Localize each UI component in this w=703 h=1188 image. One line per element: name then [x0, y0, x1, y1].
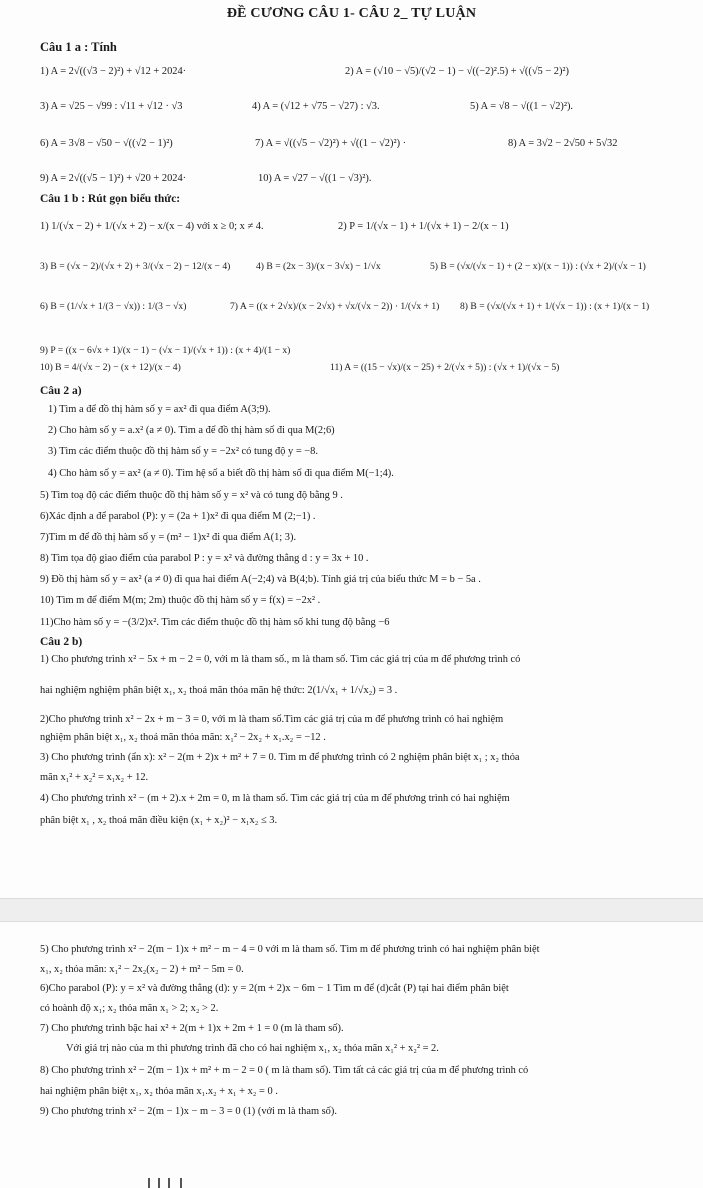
- exercise-item: 11) A = ((15 − √x)/(x − 25) + 2/(√x + 5)) : (√x + 1)/(√x − 5): [330, 362, 560, 373]
- exercise-item: 1) 1/(√x − 2) + 1/(√x + 2) − x/(x − 4) với x ≥ 0; x ≠ 4.: [40, 221, 264, 232]
- cut-off-content-marks: [140, 1178, 220, 1188]
- exercise-item: 9) P = ((x − 6√x + 1)/(x − 1) − (√x − 1)/(√x + 1)) : (x + 4)/(1 − x): [40, 345, 291, 356]
- exercise-item: 8) B = (√x/(√x + 1) + 1/(√x − 1)) : (x + 1)/(x − 1): [460, 301, 650, 312]
- exercise-item: 7) A = √((√5 − √2)²) + √((1 − √2)²) ·: [255, 138, 407, 149]
- exercise-item: 6) A = 3√8 − √50 − √((√2 − 1)²): [40, 138, 173, 149]
- exercise-item: 9) A = 2√((√5 − 1)²) + √20 + 2024·: [40, 173, 187, 184]
- exercise-item: 5) B = (√x/(√x − 1) + (2 − x)/(x − 1)) : (√x + 2)/(√x − 1): [430, 261, 646, 272]
- exercise-item: 2) A = (√10 − √5)/(√2 − 1) − √((−2)².5) + √((√5 − 2)²): [345, 66, 570, 77]
- page-break-divider: [0, 898, 703, 922]
- exercise-item: 7) A = ((x + 2√x)/(x − 2√x) + √x/(√x − 2)) · 1/(√x + 1): [230, 301, 440, 312]
- exercise-item: 3) A = √25 − √99 : √11 + √12 · √3: [40, 101, 183, 112]
- exercise-item: 1) A = 2√((√3 − 2)²) + √12 + 2024·: [40, 66, 187, 77]
- exercise-item: 10) B = 4/(√x − 2) − (x + 12)/(x − 4): [40, 362, 181, 373]
- exercise-item: 3) B = (√x − 2)/(√x + 2) + 3/(√x − 2) − 12/(x − 4): [40, 261, 231, 272]
- page-title: ĐỀ CƯƠNG CÂU 1- CÂU 2_ TỰ LUẬN: [226, 6, 477, 21]
- exercise-item: 10) A = √27 − √((1 − √3)²).: [258, 173, 372, 184]
- exercise-item: 5) A = √8 − √((1 − √2)²).: [470, 101, 574, 112]
- worksheet-page: ĐỀ CƯƠNG CÂU 1- CÂU 2_ TỰ LUẬN Câu 1 a : Tính 1) A = 2√((√3 − 2)²) + √12 + 2024· 2) A = (√10 − √5)/(√2 − 1) − √((−2)².5) + √((√5 − 2)²) 3) A = √25 − √99 : √11 + √12 · √3 4) A = (√12 + √75 − √27) : √3. 5) A = √8 − √((1 − √2)²). 6) A = 3√8 − √50 − √((√2 − 1)²) 7) A = √((√5 − √2)²) + √((1 − √2)²) · 8) A = 3√2 − 2√50 + 5√32 9) A = 2√((√5 − 1)²) + √20 + 2024· 10) A = √27 − √((1 − √3)²). Câu 1 b : Rút gọn biểu thức: 1) 1/(√x − 2) + 1/(√x + 2) − x/(x − 4) với x ≥ 0; x ≠ 4. 2) P = 1/(√x − 1) + 1/(√x + 1) − 2/(x − 1) 3) B = (√x − 2)/(√x + 2) + 3/(√x − 2) − 12/(x − 4) 4) B = (2x − 3)/(x − 3√x) − 1/√x 5) B = (√x/(√x − 1) + (2 − x)/(x − 1)) : (√x + 2)/(√x − 1) 6) B = (1/√x + 1/(3 − √x)) : 1/(3 − √x) 7) A = ((x + 2√x)/(x − 2√x) + √x/(√x − 2)) · 1/(√x + 1) 8) B = (√x/(√x + 1) + 1/(√x − 1)) : (x + 1)/(x − 1) 9) P = ((x − 6√x + 1)/(x − 1) − (√x − 1)/(√x + 1)) : (x + 4)/(1 − x) 10) B = 4/(√x − 2) − (x + 12)/(x − 4) 11) A = ((15 − √x)/(x − 25) + 2/(√x + 5)) : (√x + 1)/(√x − 5) Câu 2 a) 1) Tìm a để đồ thị hàm số y = ax² đi qua điểm A(3;9). 2) Cho hàm số y = a.x² (a ≠ 0). Tìm a để đồ thị hàm số đi qua M(2;6) 3) Tìm các điểm thuộc đồ thị hàm số y = −2x² có tung độ y = −8. 4) Cho hàm số y = ax² (a ≠ 0). Tìm hệ số a biết đồ thị hàm số đi qua điểm M(−1;4). 5) Tìm toạ độ các điểm thuộc đồ thị hàm số y = x² và có tung độ bằng 9 . 6)Xác định a để parabol (P): y = (2a + 1)x² đi qua điểm M (2;−1) . 7)Tìm m để đồ thị hàm số y = (m² − 1)x² đi qua điểm A(1; 3). 8) Tìm tọa độ giao điểm của parabol P : y = x² và đường thẳng d : y = 3x + 10 . 9) Đồ thị hàm số y = ax² (a ≠ 0) đi qua hai điểm A(−2;4) và B(4;b). Tính giá trị của biểu thức M = b − 5a . 10) Tìm m để điểm M(m; 2m) thuộc đồ thị hàm số y = f(x) = −2x² . 11)Cho hàm số y = −(3/2)x². Tìm các điểm thuộc đồ thị hàm số khi tung độ bằng −6 Câu 2 b) 1) Cho phương trình x² − 5x + m − 2 = 0, với m là tham số., m là tham số. Tìm các giá trị của m để phương trình có hai nghiệm nghiệm phân biệt x₁, x₂ thoả mãn thỏa mãn hệ thức: 2(1/√x₁ + 1/√x₂) = 3 . 2)Cho phương trình x² − 2x + m − 3 = 0, với m là tham số.Tìm các giá trị của m để phương trình có hai nghiệm nghiệm phân biệt x₁, x₂ thoả mãn thỏa mãn: x₁² − 2x₂ + x₁.x₂ = −12 . 3) Cho phương trình (ẩn x): x² − 2(m + 2)x + m² + 7 = 0. Tìm m để phương trình có 2 nghiệm phân biệt x₁ ; x₂ thỏa mãn x₁² + x₂² = x₁x₂ + 12. 4) Cho phương trình x² − (m + 2).x + 2m = 0, m là tham số. Tìm các giá trị của m để phương trình có hai nghiệm phân biệt x₁ , x₂ thoả mãn điều kiện (x₁ + x₂)² − x₁x₂ ≤ 3. 5) Cho phương trình x² − 2(m − 1)x + m² − m − 4 = 0 với m là tham số. Tìm m để phương trình có hai nghiệm phân biệt x₁, x₂ thỏa mãn: x₁² − 2x₂(x₂ − 2) + m² − 5m = 0. 6)Cho parabol (P): y = x² và đường thẳng (d): y = 2(m + 2)x − 6m − 1 Tìm m để (d)cắt (P) tại hai điểm phân biệt có hoành độ x₁; x₂ thỏa mãn x₁ > 2; x₂ > 2. 7) Cho phương trình bậc hai x² + 2(m + 1)x + 2m + 1 = 0 (m là tham số). Với giá trị nào của m thì phương trình đã cho có hai nghiệm x₁, x₂ thỏa mãn x₁² + x₂² = 2. 8) Cho phương trình x² − 2(m − 1)x + m² + m − 2 = 0 ( m là tham số). Tìm tất cả các giá trị của m để phương trình có hai nghiệm phân biệt x₁, x₂ thỏa mãn x₁.x₂ + x₁ + x₂ = 0 . 9) Cho phương trình x² − 2(m − 1)x − m − 3 = 0 (1) (với m là tham số).: [0, 0, 703, 1188]
- exercise-item: 2) P = 1/(√x − 1) + 1/(√x + 1) − 2/(x − 1): [338, 221, 509, 232]
- exercise-item: 4) A = (√12 + √75 − √27) : √3.: [252, 101, 380, 112]
- exercise-item: 8) A = 3√2 − 2√50 + 5√32: [508, 138, 618, 149]
- exercise-item: 6) B = (1/√x + 1/(3 − √x)) : 1/(3 − √x): [40, 301, 187, 312]
- exercise-item: 4) B = (2x − 3)/(x − 3√x) − 1/√x: [256, 261, 381, 272]
